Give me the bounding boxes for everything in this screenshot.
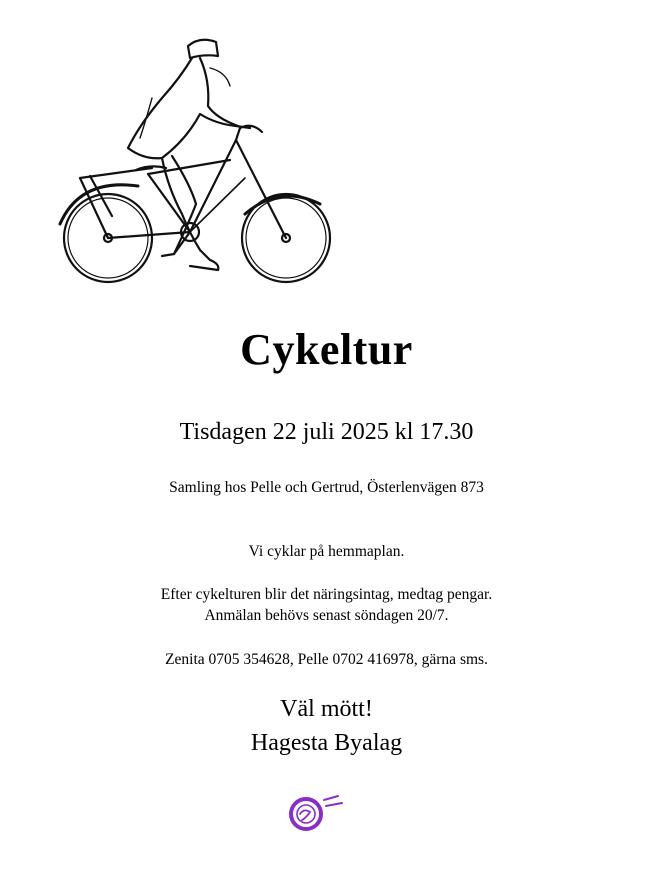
cyclist-illustration xyxy=(40,28,340,286)
registration-note: Anmälan behövs senast söndagen 20/7. xyxy=(204,607,449,624)
greeting: Väl mött! xyxy=(280,696,373,722)
route-note: Vi cyklar på hemmaplan. xyxy=(248,543,405,560)
byalag-logo-icon xyxy=(284,790,346,836)
food-note: Efter cykelturen blir det näringsintag, medtag pengar. xyxy=(160,586,493,603)
organizer-name: Hagesta Byalag xyxy=(250,730,403,756)
event-date: Tisdagen 22 juli 2025 kl 17.30 xyxy=(179,419,474,445)
meeting-point: Samling hos Pelle och Gertrud, Österlenvägen 873 xyxy=(169,479,484,496)
contact-info: Zenita 0705 354628, Pelle 0702 416978, gärna sms. xyxy=(165,651,488,668)
event-title: Cykeltur xyxy=(240,325,413,374)
